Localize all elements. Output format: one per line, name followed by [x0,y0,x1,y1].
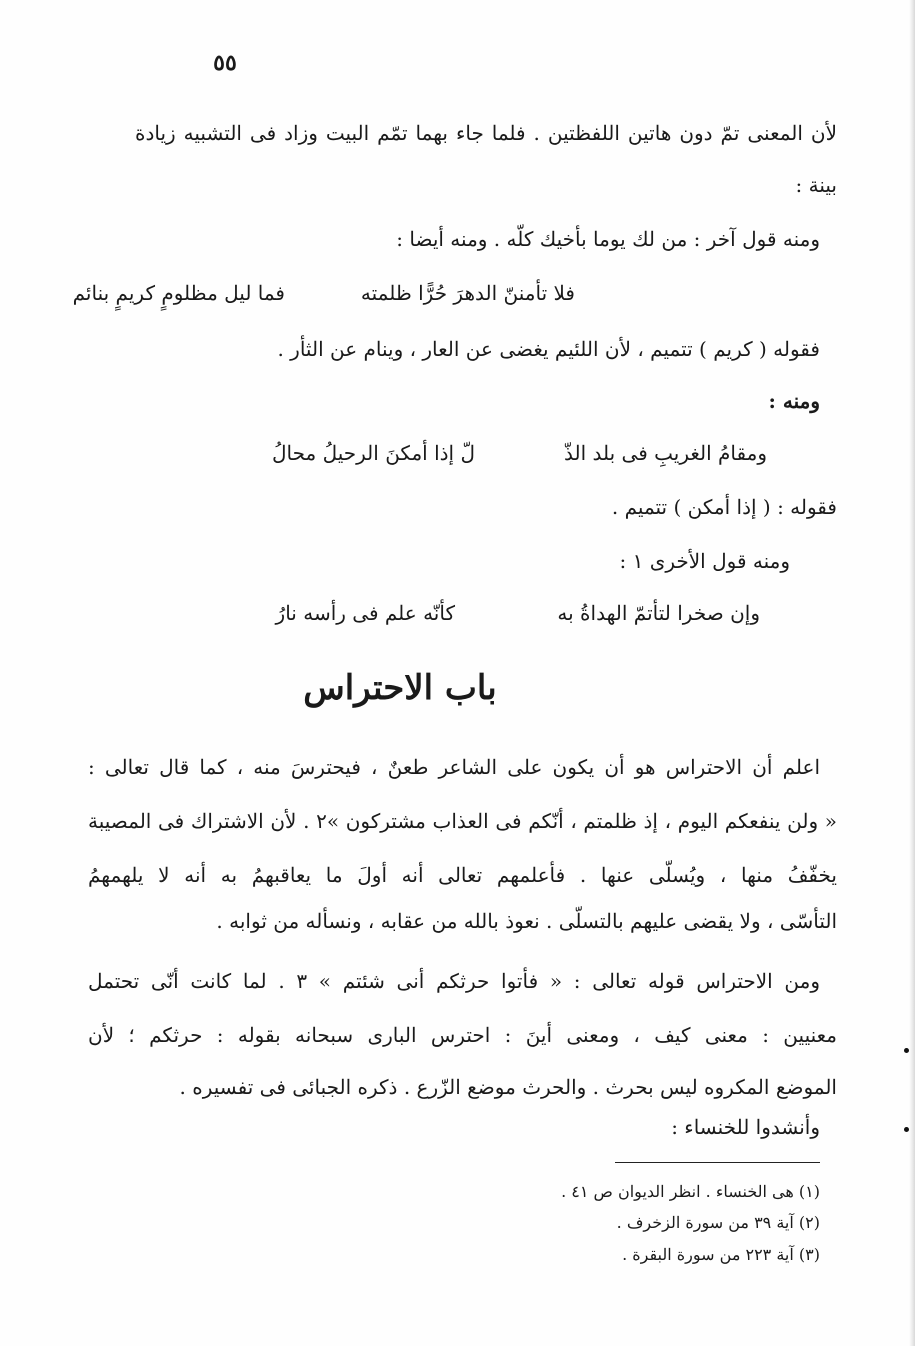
text-line: ومن الاحتراس قوله تعالى : « فأتوا حرثكم أنى شئتم » ٣ . لما كانت أنّى تحتمل [88,969,820,993]
footnote: (٣) آية ٢٢٣ من سورة البقرة . [622,1245,820,1264]
text-line: لأن المعنى تمّ دون هاتين اللفظتين . فلما جاء بهما تمّم البيت وزاد فى التشبيه زيادة [135,121,837,145]
verse-second-hemistich: فما ليل مظلومٍ كريمٍ بنائم [72,281,285,305]
verse-first-hemistich: وإن صخرا لتأتمّ الهداةُ به [557,601,760,625]
footnote: (١) هى الخنساء . انظر الديوان ص ٤١ . [561,1182,820,1201]
section-heading: باب الاحتراس [303,668,497,708]
footnote-separator [615,1162,820,1163]
scan-mark [904,1048,909,1053]
text-line: وأنشدوا للخنساء : [671,1115,820,1139]
scan-mark [904,1127,909,1132]
verse-second-hemistich: كأنّه علم فى رأسه نارُ [275,601,455,625]
text-line: ومنه قول آخر : من لك يوما بأخيك كلّه . ومنه أيضا : [396,227,820,251]
text-line: التأسّى ، ولا يقضى عليهم بالتسلّى . نعوذ بالله من عقابه ، ونسأله من ثوابه . [216,909,837,933]
text-line: الموضع المكروه ليس بحرث . والحرث موضع الزّرع . ذكره الجبائى فى تفسيره . [179,1075,837,1099]
text-line: فقوله : ( إذا أمكن ) تتميم . [611,495,837,519]
text-line: معنيين : معنى كيف ، ومعنى أينَ : احترس البارى سبحانه بقوله : حرثكم ؛ لأن [88,1023,837,1047]
footnote: (٢) آية ٣٩ من سورة الزخرف . [616,1213,820,1232]
text-line: بينة : [795,173,837,197]
text-line: يخفّفُ منها ، ويُسلّى عنها . فأعلمهم تعالى أنه أولَ ما يعاقبهمُ به أنه لا يلهمهمُ [88,863,837,887]
verse-first-hemistich: ومقامُ الغريبِ فى بلد الذّ [564,441,767,465]
verse-first-hemistich: فلا تأمننّ الدهرَ حُرًّا ظلمته [360,281,575,305]
page-binding-edge [909,0,915,1346]
text-line: فقوله ( كريم ) تتميم ، لأن اللئيم يغضى عن العار ، وينام عن الثأر . [277,337,820,361]
page-number: ٥٥ [213,50,237,76]
text-line: « ولن ينفعكم اليوم ، إذ ظلمتم ، أنّكم فى العذاب مشتركون »٢ . لأن الاشتراك فى المصيبة [88,809,837,833]
text-line: ومنه : [768,389,820,413]
verse-second-hemistich: لّ إذا أمكنَ الرحيلُ محالُ [272,441,475,465]
text-line: ومنه قول الأخرى ١ : [619,549,790,573]
text-line: اعلم أن الاحتراس هو أن يكون على الشاعر طعنٌ ، فيحترسَ منه ، كما قال تعالى : [88,755,820,779]
